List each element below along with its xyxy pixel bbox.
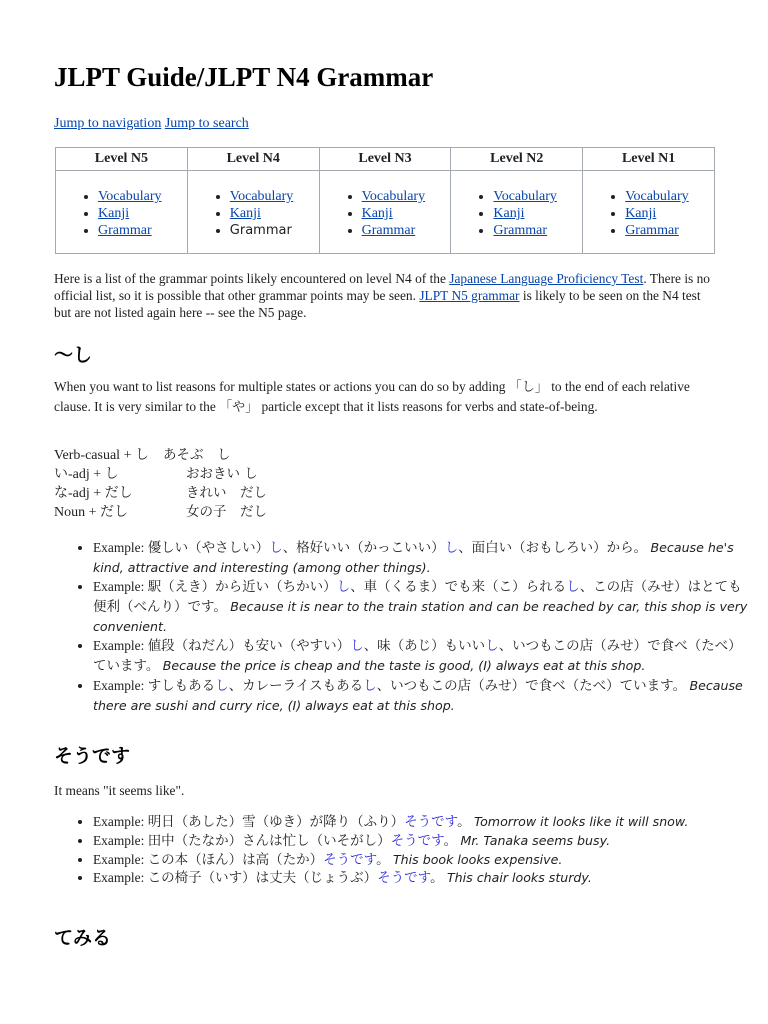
n3-kanji-link[interactable]: Kanji: [361, 206, 393, 221]
formula-pattern: Verb-casual + し: [54, 448, 149, 463]
list-item: [93, 636, 753, 676]
intro-text: Here is a list of the grammar points likely encountered on level N4 of the: [54, 271, 450, 286]
ya-quote: 「や」: [219, 400, 259, 415]
list-item: [493, 222, 582, 239]
formula-pattern: な-adj + だし: [54, 486, 133, 501]
jump-links: [54, 116, 249, 132]
example-label: Example:: [93, 851, 145, 867]
example-translation: Tomorrow it looks like it will snow.: [473, 814, 689, 829]
level-n1-cell: [583, 171, 715, 254]
level-n2-list: [451, 171, 582, 239]
heading-shi: ～し: [54, 344, 93, 366]
intro-text: . There is no official list, so it is possible that other grammar points may be seen.: [54, 271, 711, 303]
example-highlight: し: [485, 638, 499, 654]
example-translation: This book looks expensive.: [392, 851, 563, 867]
formula-row: [54, 446, 267, 465]
example-jp: 明日（あした）雪（ゆき）が降り（ふり）: [147, 814, 405, 830]
formula-pattern: Noun + だし: [54, 505, 129, 520]
shi-quote: 「し」: [508, 380, 548, 395]
example-jp: この本（ほん）は高（たか）: [147, 851, 324, 868]
example-highlight: そうです: [323, 851, 377, 868]
example-highlight: し: [566, 579, 580, 595]
sou-examples: [54, 813, 753, 888]
formula-row: [54, 465, 267, 484]
level-n5-list: [56, 171, 187, 239]
level-n5-header: Level N5: [56, 148, 188, 171]
n2-kanji-link[interactable]: Kanji: [493, 206, 525, 221]
n5-grammar-link[interactable]: JLPT N5 grammar: [419, 288, 520, 303]
level-n4-cell: [187, 171, 319, 254]
list-item: [93, 851, 753, 870]
example-highlight: そうです: [390, 832, 444, 849]
n5-kanji-link[interactable]: Kanji: [98, 206, 130, 221]
intro-text: is likely to be seen on the N4 test but are not listed again here -- see the N5 page.: [54, 288, 701, 320]
n4-kanji-link[interactable]: Kanji: [229, 206, 261, 221]
shi-desc-text: to the end of each relative clause. It is very similar to the: [54, 379, 690, 414]
list-item: [93, 577, 753, 636]
n2-vocabulary-link[interactable]: Vocabulary: [493, 189, 557, 204]
example-translation: Because he's kind, attractive and interesting (among other things).: [93, 540, 734, 575]
list-item: [362, 205, 451, 222]
example-jp: 。: [430, 870, 444, 887]
list-item: [93, 676, 753, 715]
formula-row: [54, 503, 267, 522]
example-label: Example:: [93, 832, 145, 848]
example-highlight: し: [336, 579, 351, 595]
n1-kanji-link[interactable]: Kanji: [625, 206, 657, 221]
formula-example: あそぶ し: [162, 447, 231, 463]
list-item: [98, 205, 187, 222]
level-n1-header: Level N1: [583, 148, 715, 171]
example-label: Example:: [93, 678, 145, 693]
n1-grammar-link[interactable]: Grammar: [625, 223, 679, 238]
n5-vocabulary-link[interactable]: Vocabulary: [98, 189, 162, 204]
list-item: [93, 813, 753, 832]
n3-grammar-link[interactable]: Grammar: [361, 223, 416, 238]
formula-example: 女の子 だし: [186, 504, 267, 520]
list-item: [493, 205, 582, 222]
shi-desc-text: particle except that it lists reasons for verbs and state-of-being.: [258, 399, 598, 414]
example-jp: 、いつもこの店（みせ）で食べ（たべ）ています。: [376, 678, 687, 694]
levels-table: [55, 147, 715, 254]
formula-row: [54, 484, 267, 503]
example-label: Example:: [93, 540, 145, 555]
levels-links-row: [56, 171, 715, 254]
example-jp: 田中（たなか）さんは忙し（いそがし）: [147, 832, 391, 849]
example-label: Example:: [93, 638, 145, 653]
example-jp: 、車（くるま）でも来（こ）られる: [350, 579, 567, 595]
level-n1-list: [583, 171, 714, 239]
jump-to-search-link[interactable]: Jump to search: [164, 116, 249, 131]
example-highlight: し: [269, 540, 283, 556]
formula-example: きれい だし: [186, 485, 267, 501]
list-item: [493, 188, 582, 205]
shi-examples: [54, 538, 753, 715]
jump-to-navigation-link[interactable]: Jump to navigation: [54, 116, 162, 131]
n5-grammar-link[interactable]: Grammar: [98, 223, 152, 238]
example-translation: Because there are sushi and curry rice, (I) always eat at this shop.: [93, 678, 743, 713]
example-translation: Because the price is cheap and the taste is good, (I) always eat at this shop.: [162, 658, 646, 673]
example-jp: 値段（ねだん）も安い（やすい）: [147, 638, 351, 654]
page-title: JLPT Guide/JLPT N4 Grammar: [54, 62, 434, 92]
shi-description: [54, 377, 714, 417]
shi-formulas: [54, 446, 267, 522]
level-n4-header: Level N4: [187, 148, 319, 171]
list-item: [230, 188, 319, 205]
formula-pattern: い-adj + し: [54, 467, 119, 482]
formula-example: おおきい し: [186, 466, 258, 482]
level-n3-list: [320, 171, 451, 239]
sou-description: It means "it seems like".: [54, 783, 185, 798]
list-item: [625, 222, 714, 239]
jlpt-link[interactable]: Japanese Language Proficiency Test: [449, 271, 644, 286]
example-jp: 。: [457, 814, 471, 830]
shi-desc-text: When you want to list reasons for multiple states or actions you can do so by adding: [54, 379, 509, 394]
n3-vocabulary-link[interactable]: Vocabulary: [361, 189, 426, 204]
level-n2-cell: [451, 171, 583, 254]
list-item: [93, 538, 753, 577]
example-highlight: そうです: [404, 814, 458, 830]
level-n2-header: Level N2: [451, 148, 583, 171]
example-label: Example:: [93, 814, 145, 829]
list-item: [93, 869, 753, 888]
level-n4-list: [188, 171, 319, 239]
example-translation: Mr. Tanaka seems busy.: [460, 832, 611, 848]
example-jp: 、面白い（おもしろい）から。: [458, 540, 648, 556]
example-translation: This chair looks sturdy.: [446, 870, 592, 886]
example-label: Example:: [93, 579, 145, 594]
example-jp: 、味（あじ）もいい: [363, 638, 486, 654]
list-item: [362, 222, 451, 239]
example-jp: 、格好いい（かっこいい）: [282, 540, 445, 556]
example-jp: 、この店（みせ）はとても便利（べんり）です。: [93, 579, 742, 615]
example-label: Example:: [93, 870, 145, 886]
level-n5-cell: [56, 171, 188, 254]
example-jp: すしもある: [147, 678, 216, 694]
list-item: [93, 832, 753, 851]
n4-vocabulary-link[interactable]: Vocabulary: [229, 189, 294, 204]
intro-paragraph: [54, 270, 714, 321]
example-highlight: し: [350, 638, 364, 654]
level-n3-cell: [319, 171, 451, 254]
level-n3-header: Level N3: [319, 148, 451, 171]
n4-grammar-current: • Grammar: [230, 222, 319, 239]
heading-sou-desu: そうです: [54, 745, 131, 767]
list-item: [98, 188, 187, 205]
list-item: [625, 188, 714, 205]
example-highlight: し: [444, 540, 459, 556]
example-highlight: そうです: [377, 870, 431, 887]
n2-grammar-link[interactable]: Grammar: [493, 223, 548, 238]
example-highlight: し: [215, 678, 229, 694]
levels-header-row: [56, 148, 715, 171]
example-translation: Because it is near to the train station and can be reached by car, this shop is very convenient.: [93, 599, 748, 634]
example-jp: 、カレーライスもある: [228, 678, 364, 694]
example-jp: 駅（えき）から近い（ちかい）: [147, 579, 337, 595]
example-jp: この椅子（いす）は丈夫（じょうぶ）: [147, 870, 378, 887]
example-jp: 。: [376, 851, 390, 868]
example-jp: 優しい（やさしい）: [147, 540, 270, 556]
list-item: [230, 205, 319, 222]
n1-vocabulary-link[interactable]: Vocabulary: [625, 189, 689, 204]
list-item: [362, 188, 451, 205]
example-highlight: し: [363, 678, 377, 694]
example-jp: 、いつもこの店（みせ）で食べ（たべ）ています。: [93, 638, 742, 674]
list-item: [98, 222, 187, 239]
heading-temiru: てみる: [54, 927, 112, 949]
example-jp: 。: [443, 832, 458, 849]
list-item: [625, 205, 714, 222]
